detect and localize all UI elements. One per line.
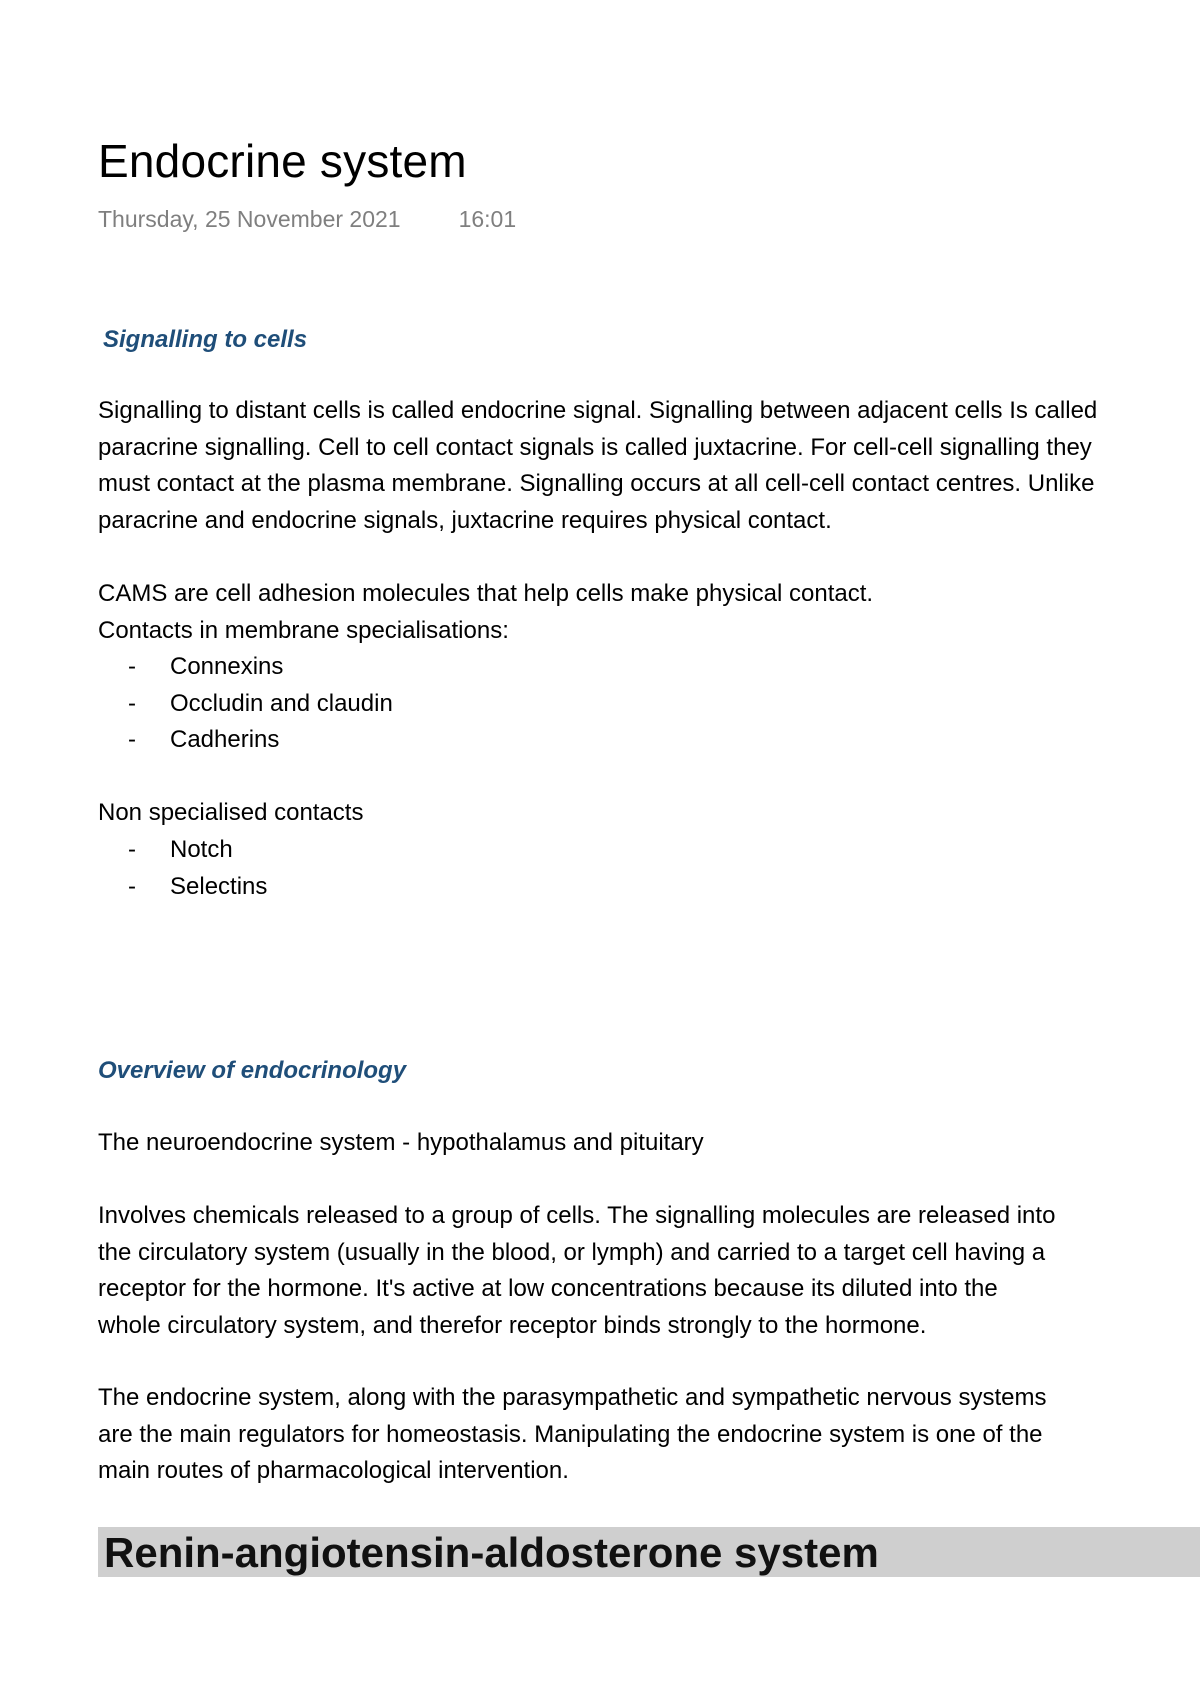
nonspecialised-heading: Non specialised contacts [98, 799, 364, 826]
page-time: 16:01 [458, 206, 517, 232]
paragraph-line: Involves chemicals released to a group of cells. The signalling molecules are released into [98, 1202, 1056, 1229]
bullet-dash: - [128, 872, 136, 900]
nonspecialised-contacts-list [98, 832, 267, 905]
bullet-dash: - [128, 726, 136, 753]
list-item: - Connexins [98, 649, 393, 686]
specialised-contacts-list [98, 649, 393, 759]
neuroendocrine-line: The neuroendocrine system - hypothalamus and pituitary [98, 1129, 704, 1156]
page-timestamp [98, 206, 516, 233]
list-item: - Occludin and claudin [98, 686, 393, 723]
contacts-line: Contacts in membrane specialisations: [98, 616, 509, 644]
paragraph-line: main routes of pharmacological intervention. [98, 1457, 569, 1484]
raas-image-banner [98, 1527, 1200, 1577]
list-item: - Selectins [98, 869, 267, 906]
paragraph-line: the circulatory system (usually in the blood, or lymph) and carried to a target cell having a [98, 1238, 1046, 1266]
page-date: Thursday, 25 November 2021 [98, 206, 401, 232]
paragraph-line: paracrine signalling. Cell to cell contact signals is called juxtacrine. For cell-cell signalling they [98, 433, 1092, 461]
cams-line: CAMS are cell adhesion molecules that help cells make physical contact. [98, 580, 874, 607]
section-heading-signalling: Signalling to cells [103, 326, 308, 353]
paragraph-line: The endocrine system, along with the parasympathetic and sympathetic nervous systems [98, 1384, 1047, 1411]
section-heading-overview: Overview of endocrinology [98, 1057, 407, 1084]
signalling-paragraph [98, 393, 1097, 539]
bullet-dash: - [128, 836, 136, 863]
cams-paragraph [98, 576, 873, 649]
paragraph-line: receptor for the hormone. It's active at low concentrations because its diluted into the [98, 1275, 998, 1302]
overview-paragraph-2 [98, 1380, 1046, 1490]
list-item: - Notch [98, 832, 267, 869]
bullet-dash: - [128, 653, 136, 680]
overview-paragraph-1 [98, 1198, 1055, 1344]
paragraph-line: must contact at the plasma membrane. Signalling occurs at all cell-cell contact centres. Unlike [98, 470, 1095, 497]
paragraph-line: Signalling to distant cells is called endocrine signal. Signalling between adjacent cells Is called [98, 397, 1098, 424]
paragraph-line: paracrine and endocrine signals, juxtacrine requires physical contact. [98, 506, 832, 534]
paragraph-line: are the main regulators for homeostasis. Manipulating the endocrine system is one of the [98, 1420, 1043, 1448]
banner-title: Renin-angiotensin-aldosterone system [104, 1529, 879, 1576]
page-title: Endocrine system [98, 135, 467, 187]
list-item: - Cadherins [98, 722, 393, 759]
paragraph-line: whole circulatory system, and therefor receptor binds strongly to the hormone. [98, 1311, 927, 1339]
bullet-dash: - [128, 689, 136, 717]
